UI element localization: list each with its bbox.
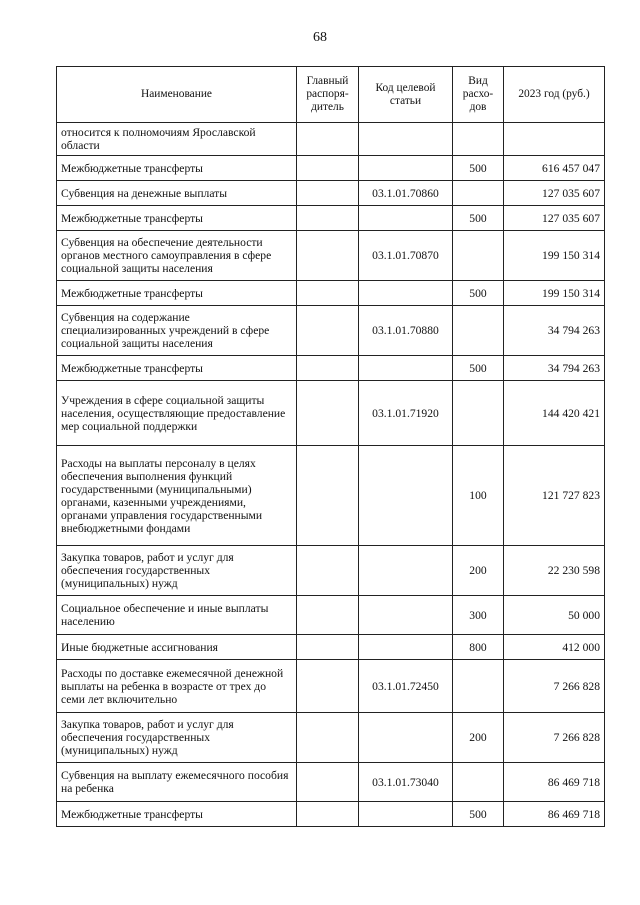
row-amount-cell: 412 000 <box>504 635 605 660</box>
row-amount-cell: 616 457 047 <box>504 156 605 181</box>
table-row <box>57 546 605 596</box>
row-administrator-cell <box>297 763 359 802</box>
row-name-cell: Межбюджетные трансферты <box>57 281 297 306</box>
row-administrator-cell <box>297 231 359 281</box>
row-amount-cell: 50 000 <box>504 596 605 635</box>
row-code-cell <box>359 802 453 827</box>
row-amount-cell: 86 469 718 <box>504 763 605 802</box>
header-target-code: Код целевой статьи <box>359 67 453 123</box>
budget-table <box>56 66 605 827</box>
row-administrator-cell <box>297 281 359 306</box>
row-expense-type-cell: 500 <box>453 356 504 381</box>
row-administrator-cell <box>297 306 359 356</box>
row-expense-type-cell: 500 <box>453 281 504 306</box>
header-amount: 2023 год (руб.) <box>504 67 605 123</box>
table-row <box>57 381 605 446</box>
table-row <box>57 181 605 206</box>
table-row <box>57 356 605 381</box>
row-expense-type-cell: 200 <box>453 713 504 763</box>
table-row <box>57 123 605 156</box>
row-code-cell <box>359 356 453 381</box>
row-name-cell: Социальное обеспечение и иные выплаты населению <box>57 596 297 635</box>
row-name-cell: Закупка товаров, работ и услуг для обеспечения государственных (муниципальных) нужд <box>57 546 297 596</box>
row-amount-cell: 34 794 263 <box>504 356 605 381</box>
row-administrator-cell <box>297 156 359 181</box>
row-expense-type-cell: 100 <box>453 446 504 546</box>
row-name-cell: Закупка товаров, работ и услуг для обеспечения государственных (муниципальных) нужд <box>57 713 297 763</box>
header-expense-type: Вид расхо-дов <box>453 67 504 123</box>
row-administrator-cell <box>297 546 359 596</box>
row-administrator-cell <box>297 123 359 156</box>
row-name-cell: Межбюджетные трансферты <box>57 802 297 827</box>
row-administrator-cell <box>297 596 359 635</box>
row-expense-type-cell <box>453 123 504 156</box>
row-amount-cell: 127 035 607 <box>504 181 605 206</box>
row-expense-type-cell: 500 <box>453 802 504 827</box>
row-amount-cell: 34 794 263 <box>504 306 605 356</box>
row-amount-cell: 7 266 828 <box>504 713 605 763</box>
row-code-cell: 03.1.01.70870 <box>359 231 453 281</box>
row-administrator-cell <box>297 635 359 660</box>
row-code-cell <box>359 713 453 763</box>
row-administrator-cell <box>297 713 359 763</box>
row-name-cell: Субвенция на выплату ежемесячного пособия на ребенка <box>57 763 297 802</box>
table-row <box>57 206 605 231</box>
row-expense-type-cell: 800 <box>453 635 504 660</box>
table-row <box>57 596 605 635</box>
table-header-row <box>57 67 605 123</box>
row-code-cell: 03.1.01.73040 <box>359 763 453 802</box>
table-row <box>57 713 605 763</box>
row-code-cell <box>359 446 453 546</box>
row-expense-type-cell: 200 <box>453 546 504 596</box>
row-code-cell <box>359 156 453 181</box>
row-administrator-cell <box>297 206 359 231</box>
row-expense-type-cell: 300 <box>453 596 504 635</box>
row-expense-type-cell <box>453 763 504 802</box>
row-amount-cell: 7 266 828 <box>504 660 605 713</box>
table-row <box>57 231 605 281</box>
row-amount-cell: 199 150 314 <box>504 231 605 281</box>
table-body <box>57 123 605 827</box>
row-expense-type-cell <box>453 181 504 206</box>
row-name-cell: Межбюджетные трансферты <box>57 156 297 181</box>
row-administrator-cell <box>297 802 359 827</box>
row-name-cell: Субвенция на содержание специализированных учреждений в сфере социальной защиты населения <box>57 306 297 356</box>
row-expense-type-cell <box>453 660 504 713</box>
row-name-cell: Субвенция на обеспечение деятельности органов местного самоуправления в сфере социальной защиты населения <box>57 231 297 281</box>
table-row <box>57 802 605 827</box>
header-name: Наименование <box>57 67 297 123</box>
row-administrator-cell <box>297 660 359 713</box>
table-row <box>57 156 605 181</box>
row-name-cell: Межбюджетные трансферты <box>57 206 297 231</box>
row-amount-cell: 22 230 598 <box>504 546 605 596</box>
row-amount-cell: 199 150 314 <box>504 281 605 306</box>
row-code-cell <box>359 635 453 660</box>
row-code-cell: 03.1.01.70880 <box>359 306 453 356</box>
row-name-cell: Учреждения в сфере социальной защиты населения, осуществляющие предоставление мер социальной поддержки <box>57 381 297 446</box>
row-administrator-cell <box>297 356 359 381</box>
row-code-cell <box>359 281 453 306</box>
header-administrator: Главный распоря-дитель <box>297 67 359 123</box>
row-amount-cell: 144 420 421 <box>504 381 605 446</box>
row-amount-cell: 121 727 823 <box>504 446 605 546</box>
row-code-cell <box>359 206 453 231</box>
row-code-cell <box>359 596 453 635</box>
row-amount-cell: 86 469 718 <box>504 802 605 827</box>
table-row <box>57 446 605 546</box>
row-code-cell <box>359 123 453 156</box>
table-row <box>57 660 605 713</box>
row-expense-type-cell: 500 <box>453 156 504 181</box>
row-administrator-cell <box>297 381 359 446</box>
row-expense-type-cell <box>453 381 504 446</box>
table-row <box>57 635 605 660</box>
row-expense-type-cell: 500 <box>453 206 504 231</box>
row-name-cell: Субвенция на денежные выплаты <box>57 181 297 206</box>
row-name-cell: Иные бюджетные ассигнования <box>57 635 297 660</box>
table-row <box>57 281 605 306</box>
row-expense-type-cell <box>453 306 504 356</box>
row-amount-cell <box>504 123 605 156</box>
row-expense-type-cell <box>453 231 504 281</box>
table-row <box>57 763 605 802</box>
page-number: 68 <box>313 30 327 45</box>
table-row <box>57 306 605 356</box>
row-name-cell: Расходы по доставке ежемесячной денежной выплаты на ребенка в возрасте от трех до семи лет включительно <box>57 660 297 713</box>
row-code-cell: 03.1.01.70860 <box>359 181 453 206</box>
row-name-cell: относится к полномочиям Ярославской области <box>57 123 297 156</box>
row-code-cell: 03.1.01.72450 <box>359 660 453 713</box>
row-administrator-cell <box>297 446 359 546</box>
row-name-cell: Расходы на выплаты персоналу в целях обеспечения выполнения функций государственными (муниципальными) органами, казенными учреждениями, органами управления государственными внебюджетными фондами <box>57 446 297 546</box>
row-code-cell: 03.1.01.71920 <box>359 381 453 446</box>
row-administrator-cell <box>297 181 359 206</box>
row-name-cell: Межбюджетные трансферты <box>57 356 297 381</box>
row-amount-cell: 127 035 607 <box>504 206 605 231</box>
row-code-cell <box>359 546 453 596</box>
